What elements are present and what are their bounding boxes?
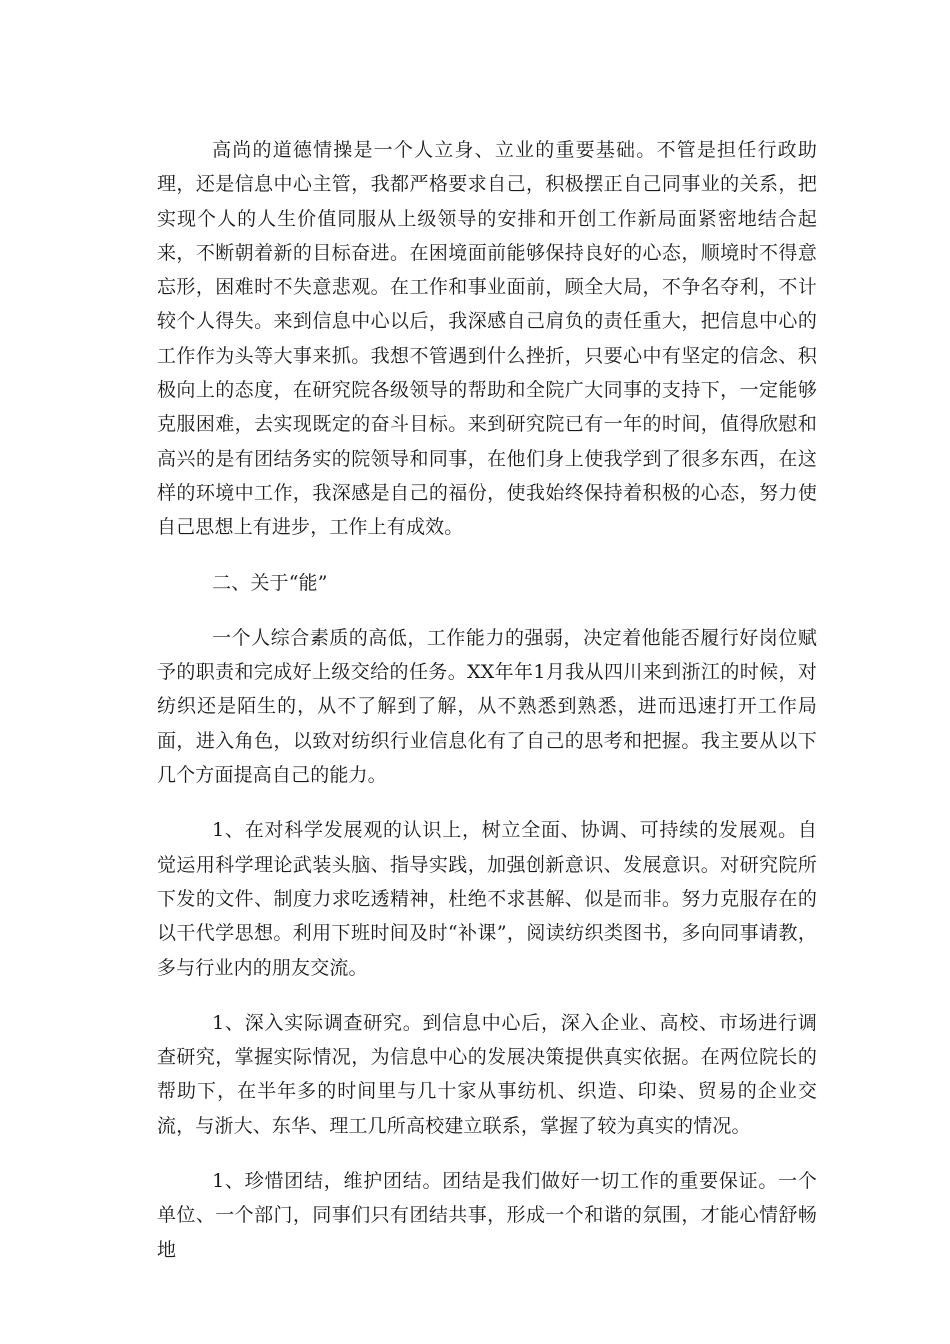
paragraph-moral-character: 高尚的道德情操是一个人立身、立业的重要基础。不管是担任行政助理，还是信息中心主管，我都严格要求自己，积极摆正自己同事业的关系，把实现个人的人生价值同服从上级领导的安排和开创工作新局面紧密地结合起来，不断朝着新的目标奋进。在困境面前能够保持良好的心态，顺境时不得意忘形，困难时不失意悲观。在工作和事业面前，顾全大局，不争名夺利，不计较个人得失。来到信息中心以后，我深感自己肩负的责任重大，把信息中心的工作作为头等大事来抓。我想不管遇到什么挫折，只要心中有坚定的信念、积极向上的态度，在研究院各级领导的帮助和全院广大同事的支持下，一定能够克服困难，去实现既定的奋斗目标。来到研究院已有一年的时间，值得欣慰和高兴的是有团结务实的院领导和同事，在他们身上使我学到了很多东西，在这样的环境中工作，我深感是自己的福份，使我始终保持着积极的心态，努力使自己思想上有进步，工作上有成效。 <box>157 139 817 539</box>
paragraph-scientific-development: 1、在对科学发展观的认识上，树立全面、协调、可持续的发展观。自觉运用科学理论武装头脑、指导实践，加强创新意识、发展意识。对研究院所下发的文件、制度力求吃透精神，杜绝不求甚解、似是而非。努力克服存在的以干代学思想。利用下班时间及时“补课”，阅读纺织类图书，多向同事请教，多与行业内的朋友交流。 <box>157 819 817 979</box>
paragraph-ability-intro: 一个人综合素质的高低，工作能力的强弱，决定着他能否履行好岗位赋予的职责和完成好上级交给的任务。XX年年1月我从四川来到浙江的时候，对纺织还是陌生的，从不了解到了解，从不熟悉到熟悉，进而迅速打开工作局面，进入角色，以致对纺织行业信息化有了自己的思考和把握。我主要从以下几个方面提高自己的能力。 <box>157 626 817 787</box>
document-body <box>157 133 817 1288</box>
paragraph-unity: 1、珍惜团结，维护团结。团结是我们做好一切工作的重要保证。一个单位、一个部门，同事们只有团结共事，形成一个和谐的氛围，才能心情舒畅地 <box>157 1170 817 1261</box>
section-heading-ability: 二、关于“能” <box>212 571 328 594</box>
paragraph-field-research: 1、深入实际调查研究。到信息中心后，深入企业、高校、市场进行调查研究，掌握实际情况，为信息中心的发展决策提供真实依据。在两位院长的帮助下，在半年多的时间里与几十家从事纺机、织造、印染、贸易的企业交流，与浙大、东华、理工几所高校建立联系，掌握了较为真实的情况。 <box>157 1011 817 1137</box>
